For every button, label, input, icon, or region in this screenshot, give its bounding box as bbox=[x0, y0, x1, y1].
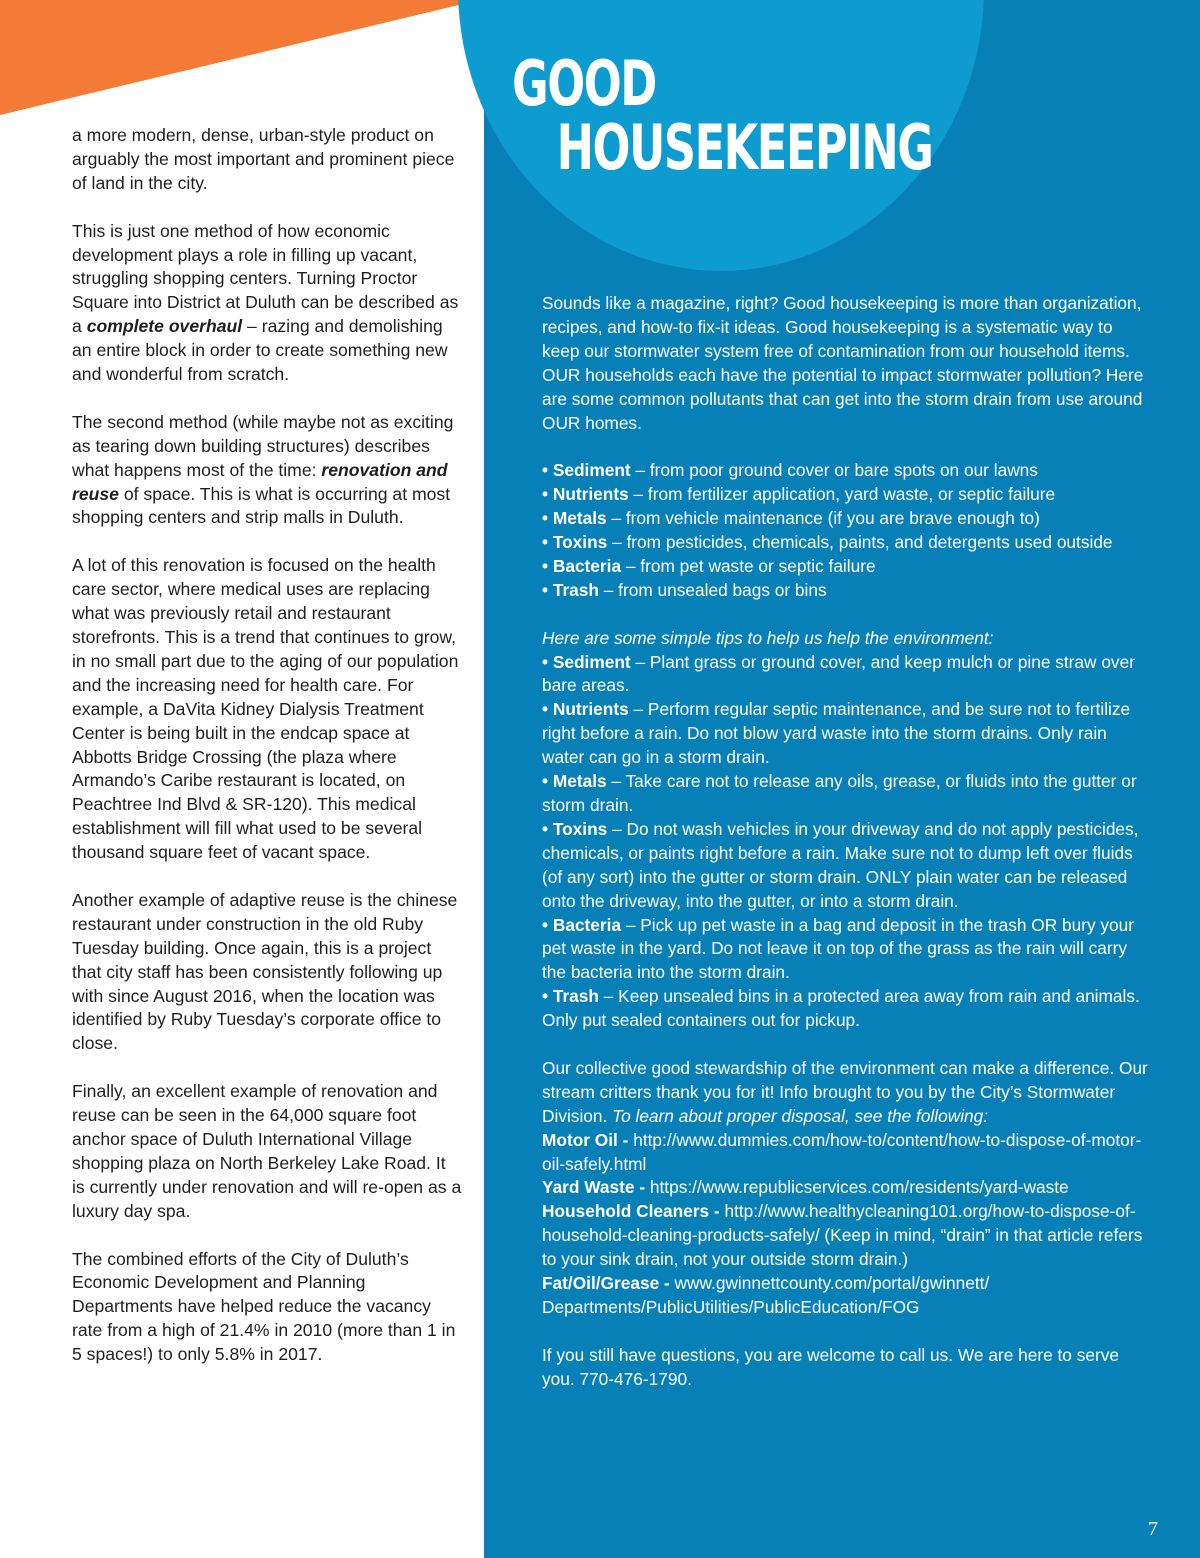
list-item: • Trash – Keep unsealed bins in a protected area away from rain and animals. Only put sealed containers out for pickup. bbox=[542, 986, 1140, 1031]
left-paragraph-2-start: This is just one method of how economic development plays a role in filling up vacant, struggling shopping centers. Turning Proctor Square into District at Duluth can be described as a bbox=[72, 220, 459, 337]
contact-paragraph: If you still have questions, you are welcome to call us. We are here to serve you. 770-476-1790. bbox=[542, 1344, 1119, 1389]
left-column bbox=[72, 124, 462, 1391]
left-paragraph-1: a more modern, dense, urban-style product on arguably the most important and prominent piece of land in the city. bbox=[72, 125, 455, 193]
list-item: • Nutrients – from fertilizer application, yard waste, or septic failure bbox=[542, 484, 1056, 505]
closing-and-resources bbox=[542, 1057, 1152, 1320]
left-paragraph-7: The combined efforts of the City of Duluth’s Economic Development and Planning Departments have helped reduce the vacancy rate from a high of 21.4% in 2010 (more than 1 in 5 spaces!) to only 5.8% in 2017. bbox=[72, 1248, 456, 1365]
list-item: • Metals – Take care not to release any oils, grease, or fluids into the gutter or storm drain. bbox=[542, 771, 1137, 815]
title-line-2: HOUSEKEEPING bbox=[556, 111, 933, 184]
left-paragraph-3 bbox=[72, 411, 462, 531]
tips-list bbox=[542, 627, 1152, 1033]
list-item: • Toxins – Do not wash vehicles in your driveway and do not apply pesticides, chemicals, or paints right before a rain. Make sure not to dump left over fluids (of any sort) into the gutter or storm drain. ONLY plain water can be released onto the driveway, into the gutter, or into a storm drain. bbox=[542, 818, 1139, 911]
list-item: • Bacteria – Pick up pet waste in a bag and deposit in the trash OR bury your pet waste in the yard. Do not leave it on top of the grass as the rain will carry the bacteria into the storm drain. bbox=[542, 914, 1135, 983]
page-number: 7 bbox=[1148, 1518, 1158, 1540]
left-paragraph-5: Another example of adaptive reuse is the chinese restaurant under construction in the old Ruby Tuesday building. Once again, this is a project that city staff has been consistently following up with since August 2016, when the location was identified by Ruby Tuesday’s corporate office to close. bbox=[72, 889, 458, 1054]
left-paragraph-4: A lot of this renovation is focused on the health care sector, where medical uses are replacing what was previously retail and restaurant storefronts. This is a trend that continues to grow, in no small part due to the aging of our population and the increasing need for health care. For example, a DaVita Kidney Dialysis Treatment Center is being built in the endcap space at Abbotts Bridge Crossing (the plaza where Armando’s Caribe restaurant is located, on Peachtree Ind Blvd & SR-120). This medical establishment will fill what used to be several thousand square feet of vacant space. bbox=[72, 555, 459, 863]
closing-text: Our collective good stewardship of the environment can make a difference. Our stream critters thank you for it! Info brought to you by the City’s Stormwater Division. To learn about proper disposal, see the following: bbox=[542, 1057, 1148, 1126]
list-item: • Toxins – from pesticides, chemicals, paints, and detergents used outside bbox=[542, 532, 1113, 553]
title-line-1: GOOD bbox=[512, 47, 656, 120]
resource-yard-waste[interactable]: Yard Waste - https://www.republicservices.com/residents/yard-waste bbox=[542, 1177, 1069, 1198]
resource-fat-oil-grease[interactable]: Fat/Oil/Grease - www.gwinnettcounty.com/portal/gwinnett/ Departments/PublicUtilities/PublicEducation/FOG bbox=[542, 1273, 990, 1318]
resource-motor-oil[interactable]: Motor Oil - http://www.dummies.com/how-to/content/how-to-dispose-of-motor-oil-safely.html bbox=[542, 1129, 1142, 1174]
orange-corner-band bbox=[0, 0, 470, 115]
left-emphasis-renovation: renovation and reuse bbox=[72, 459, 448, 504]
tips-heading: Here are some simple tips to help us help the environment: bbox=[542, 627, 994, 648]
left-paragraph-2-end: – razing and demolishing an entire block in order to create something new and wonderful from scratch. bbox=[72, 316, 448, 385]
article-title bbox=[512, 47, 933, 184]
right-column bbox=[542, 292, 1152, 1416]
list-item: • Nutrients – Perform regular septic maintenance, and be sure not to fertilize right before a rain. Do not blow yard waste into the storm drains. Only rain water can go in a storm drain. bbox=[542, 699, 1131, 768]
pollutant-list bbox=[542, 459, 1152, 602]
list-item: • Sediment – from poor ground cover or bare spots on our lawns bbox=[542, 460, 1038, 481]
left-paragraph-2 bbox=[72, 220, 462, 387]
list-item: • Bacteria – from pet waste or septic failure bbox=[542, 555, 876, 576]
left-emphasis-overhaul: complete overhaul bbox=[86, 316, 243, 337]
resource-household-cleaners[interactable]: Household Cleaners - http://www.healthycleaning101.org/how-to-dispose-of-household-cleaning-products-safely/ (Keep in mind, “drain” in that article refers to your sink drain, not your outside storm drain.) bbox=[542, 1201, 1143, 1270]
list-item: • Metals – from vehicle maintenance (if you are brave enough to) bbox=[542, 508, 1040, 529]
left-paragraph-6: Finally, an excellent example of renovation and reuse can be seen in the 64,000 square foot anchor space of Duluth International Village shopping plaza on North Berkeley Lake Road. It is currently under renovation and will re-open as a luxury day spa. bbox=[72, 1081, 462, 1221]
left-paragraph-3-end: of space. This is what is occurring at most shopping centers and strip malls in Duluth. bbox=[72, 483, 451, 528]
intro-paragraph: Sounds like a magazine, right? Good housekeeping is more than organization, recipes, and how-to fix-it ideas. Good housekeeping is a systematic way to keep our stormwater system free of contamination from our household items. OUR households each have the potential to impact stormwater pollution? Here are some common pollutants that can get into the storm drain from use around OUR homes. bbox=[542, 293, 1144, 433]
left-paragraph-3-start: The second method (while maybe not as exciting as tearing down building structures) describes what happens most of the time: bbox=[72, 411, 454, 480]
list-item: • Sediment – Plant grass or ground cover, and keep mulch or pine straw over bare areas. bbox=[542, 651, 1135, 696]
list-item: • Trash – from unsealed bags or bins bbox=[542, 579, 827, 600]
